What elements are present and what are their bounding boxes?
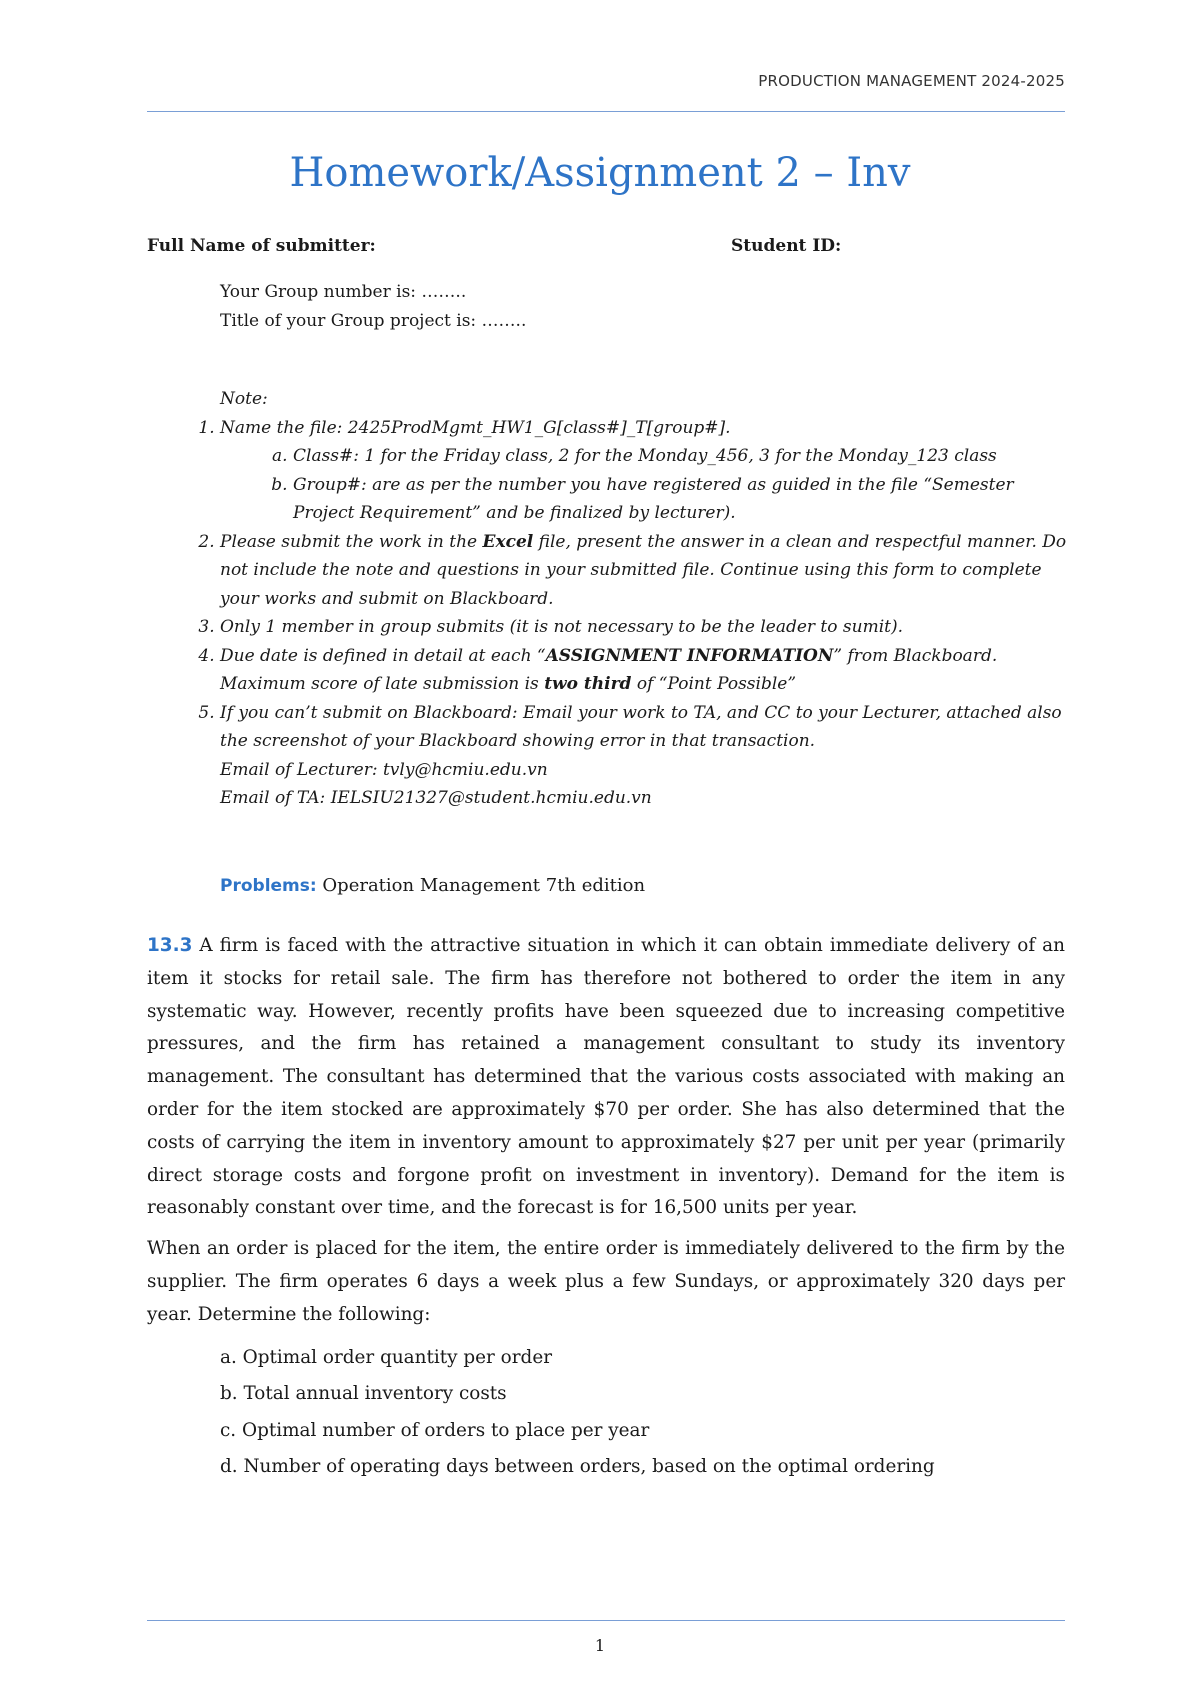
note-item-3: 3. Only 1 member in group submits (it is not necessary to be the leader to sumit). bbox=[220, 613, 1067, 642]
problems-source: Operation Management 7th edition bbox=[316, 875, 646, 896]
page-header: PRODUCTION MANAGEMENT 2024-2025 bbox=[758, 72, 1065, 90]
ta-email: Email of TA: IELSIU21327@student.hcmiu.edu.vn bbox=[220, 788, 652, 808]
note-1-sublist bbox=[220, 442, 1067, 528]
note-2-bold-excel: Excel bbox=[482, 531, 534, 552]
note-4-text-before: Due date is defined in detail at each “ bbox=[220, 645, 546, 666]
note-item-5 bbox=[220, 699, 1067, 813]
problem-13-3 bbox=[147, 930, 1065, 1486]
note-5-text: 5. If you can’t submit on Blackboard: Email your work to TA, and CC to your Lecturer, attached also the screenshot of your Blackboard showing error in that transaction. bbox=[220, 702, 1062, 751]
group-title-line: Title of your Group project is: …….. bbox=[220, 311, 527, 331]
note-4-bold-two-third: two third bbox=[544, 674, 632, 694]
note-item-1 bbox=[220, 414, 1067, 528]
document-title: Homework/Assignment 2 – Inv bbox=[289, 150, 911, 196]
note-4-text-after: of “Point Possible” bbox=[631, 674, 797, 694]
group-number-line: Your Group number is: …….. bbox=[220, 282, 467, 302]
note-item-2 bbox=[220, 528, 1067, 614]
question-d: d. Number of operating days between orders, based on the optimal ordering bbox=[220, 1456, 935, 1478]
header-divider bbox=[147, 111, 1065, 112]
problem-number: 13.3 bbox=[147, 935, 193, 956]
note-1b: b. Group#: are as per the number you have registered as guided in the file “Semester Project Requirement” and be finalized by lecturer). bbox=[293, 471, 1067, 528]
note-1a: a. Class#: 1 for the Friday class, 2 for the Monday_456, 3 for the Monday_123 class bbox=[293, 442, 1067, 471]
problem-paragraph-1 bbox=[147, 930, 1065, 1225]
lecturer-email: Email of Lecturer: tvly@hcmiu.edu.vn bbox=[220, 759, 548, 780]
problem-paragraph-2: When an order is placed for the item, the entire order is immediately delivered to the firm by the supplier. The firm operates 6 days a week plus a few Sundays, or approximately 320 days per year. Determine the following: bbox=[147, 1238, 1065, 1325]
footer-divider bbox=[147, 1620, 1065, 1621]
question-c: c. Optimal number of orders to place per year bbox=[220, 1419, 650, 1441]
question-b: b. Total annual inventory costs bbox=[220, 1383, 507, 1405]
note-heading: Note: bbox=[220, 389, 268, 409]
notes-list bbox=[147, 414, 1067, 813]
note-2-text-after: file, present the answer in a clean and respectful manner. Do not include the note and questions in your submitted file. Continue using this form to complete your works and submit on Blackboard. bbox=[220, 531, 1067, 609]
problems-line bbox=[220, 875, 645, 896]
problem-questions-list bbox=[147, 1340, 1065, 1486]
note-1-text: Name the file: 2425ProdMgmt_HW1_G[class#]_T[group#]. bbox=[220, 417, 731, 438]
submitter-name-label: Full Name of submitter: bbox=[147, 236, 376, 256]
notes-section bbox=[147, 385, 1067, 813]
question-a: a. Optimal order quantity per order bbox=[220, 1346, 552, 1368]
note-4-bold-assignment-info: ASSIGNMENT INFORMATION bbox=[545, 645, 834, 666]
note-4-text-middle: ” from Blackboard. Maximum score of late submission is bbox=[220, 645, 998, 694]
page-number: 1 bbox=[594, 1636, 606, 1655]
note-item-4 bbox=[220, 642, 1067, 699]
problems-label: Problems: bbox=[220, 876, 317, 896]
problem-paragraph-1-text: A firm is faced with the attractive situation in which it can obtain immediate delivery of an item it stocks for retail sale. The firm has therefore not bothered to order the item in any systematic way. However, recently profits have been squeezed due to increasing competitive pressures, and the firm has retained a management consultant to study its inventory management. The consultant has determined that the various costs associated with making an order for the item stocked are approximately $70 per order. She has also determined that the costs of carrying the item in inventory amount to approximately $27 per unit per year (primarily direct storage costs and forgone profit on investment in inventory). Demand for the item is reasonably constant over time, and the forecast is for 16,500 units per year. bbox=[147, 935, 1065, 1219]
note-2-text-before: Please submit the work in the bbox=[220, 531, 483, 552]
student-id-label: Student ID: bbox=[731, 236, 842, 256]
